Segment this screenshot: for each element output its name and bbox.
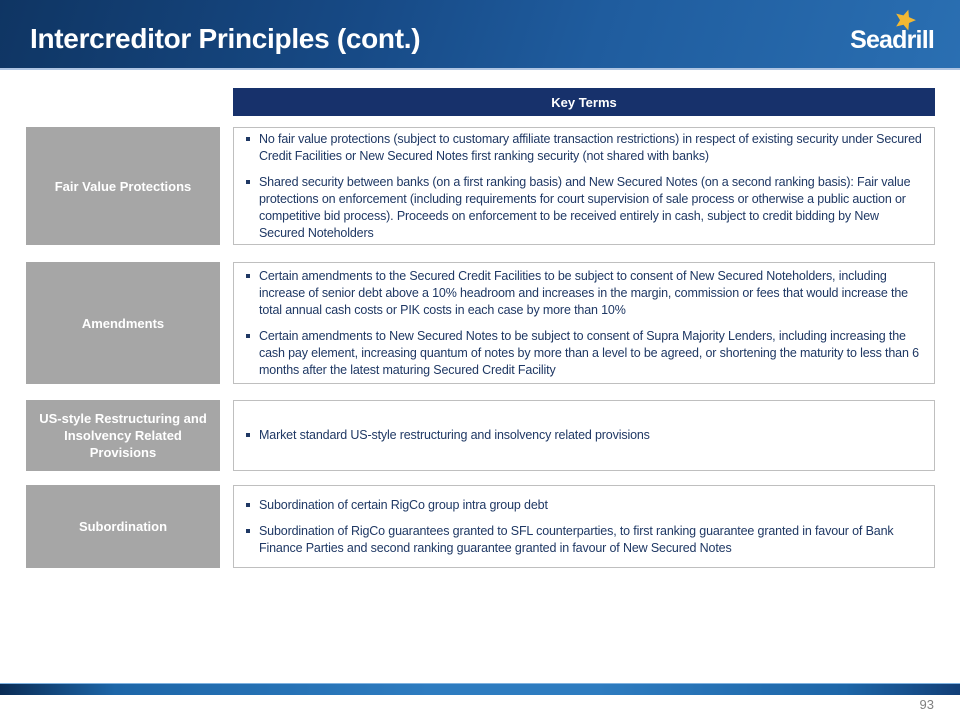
bullet-square-icon bbox=[246, 334, 250, 338]
bullet-text: Certain amendments to the Secured Credit Facilities to be subject to consent of New Secured Noteholders, including increase of senior debt above a 10% headroom and increases in the margin, commission or fees that would increase the total annual cash costs or PIK costs in each case by more than 10% bbox=[259, 268, 908, 317]
list-item bbox=[243, 523, 922, 557]
page-number: 93 bbox=[919, 697, 934, 712]
list-item bbox=[243, 497, 922, 514]
bullet-text: Shared security between banks (on a first ranking basis) and New Secured Notes (on a second ranking basis): Fair value protections on enforcement (including requirements for court supervision of sale process or otherwise a public auction or competitive bid process). Proceeds on enforcement to be received entirely in cash, subject to credit bidding by New Secured Noteholders bbox=[259, 174, 911, 240]
table-header: Key Terms bbox=[233, 88, 935, 116]
row-label-fair-value-protections: Fair Value Protections bbox=[26, 127, 220, 245]
row-label-amendments: Amendments bbox=[26, 262, 220, 384]
title-bar bbox=[0, 0, 960, 70]
bullet-text: No fair value protections (subject to customary affiliate transaction restrictions) in respect of existing security under Secured Credit Facilities or New Secured Notes first ranking security (not shared with banks) bbox=[259, 131, 922, 163]
list-item bbox=[243, 268, 922, 319]
table-row bbox=[26, 262, 935, 384]
bullet-text: Subordination of certain RigCo group intra group debt bbox=[259, 497, 548, 512]
bullet-square-icon bbox=[246, 137, 250, 141]
table-row bbox=[26, 127, 935, 245]
row-content bbox=[233, 485, 935, 568]
seadrill-logo bbox=[834, 24, 934, 60]
row-content bbox=[233, 400, 935, 471]
row-content bbox=[233, 262, 935, 384]
table-row bbox=[26, 485, 935, 568]
key-terms-table bbox=[26, 88, 935, 568]
logo-wordmark: Seadrill bbox=[850, 26, 934, 54]
bullet-square-icon bbox=[246, 180, 250, 184]
table-row bbox=[26, 400, 935, 471]
bullet-square-icon bbox=[246, 503, 250, 507]
page-title: Intercreditor Principles (cont.) bbox=[30, 23, 421, 54]
bullet-square-icon bbox=[246, 433, 250, 437]
bullet-text: Market standard US-style restructuring and insolvency related provisions bbox=[259, 428, 650, 442]
list-item bbox=[243, 427, 922, 444]
row-label-subordination: Subordination bbox=[26, 485, 220, 568]
footer-accent-bar bbox=[0, 683, 960, 695]
bullet-square-icon bbox=[246, 529, 250, 533]
row-label-us-style-restructuring: US-style Restructuring and Insolvency Related Provisions bbox=[26, 400, 220, 471]
list-item bbox=[243, 328, 922, 379]
list-item bbox=[243, 174, 922, 242]
bullet-text: Subordination of RigCo guarantees granted to SFL counterparties, to first ranking guarantee granted in favour of Bank Finance Parties and second ranking guarantee granted in favour of New Secured Notes bbox=[259, 523, 894, 555]
bullet-square-icon bbox=[246, 274, 250, 278]
bullet-text: Certain amendments to New Secured Notes to be subject to consent of Supra Majority Lenders, including increasing the cash pay element, increasing quantum of notes by more than a level to be agreed, or shortening the maturity to less than 6 months after the latest maturing Secured Credit Facility bbox=[259, 328, 919, 377]
list-item bbox=[243, 131, 922, 165]
row-content bbox=[233, 127, 935, 245]
